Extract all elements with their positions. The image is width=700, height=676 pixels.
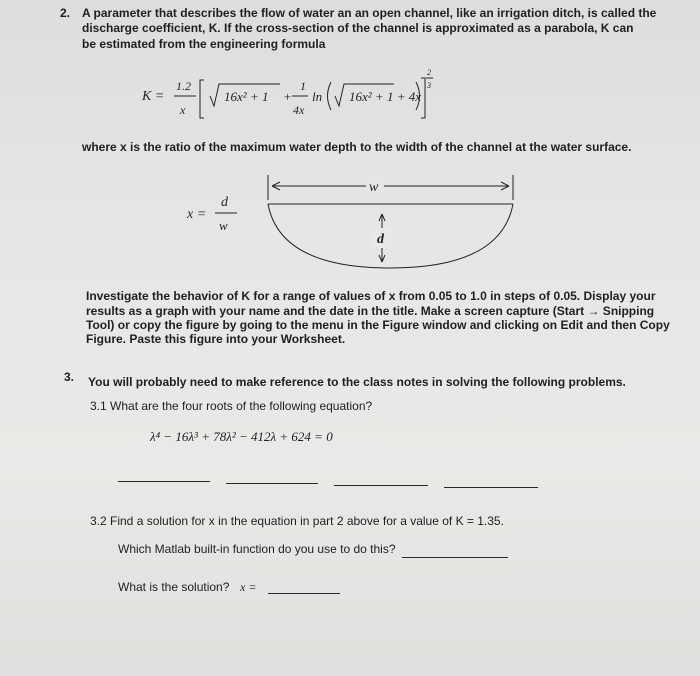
formula-left-paren: [328, 82, 332, 110]
diagram-d-label: d: [377, 232, 384, 247]
problem-3-number: 3.: [64, 370, 75, 384]
matlab-function-question: Which Matlab built-in function do you use to do this?: [118, 542, 396, 556]
ratio-w: w: [219, 218, 228, 233]
channel-diagram: [258, 170, 528, 280]
formula-right-bracket: [421, 78, 425, 118]
question-3-1: 3.1 What are the four roots of the following equation?: [90, 399, 373, 413]
investigate-line-4: Figure. Paste this figure into your Worksheet.: [86, 332, 346, 346]
k-formula: [140, 62, 480, 128]
formula-ln: ln: [312, 89, 323, 104]
investigate-line-2: results as a graph with your name and the date in the title. Make a screen capture (Start → Snipping: [86, 304, 655, 318]
where-text: where x is the ratio of the maximum water depth to the width of the channel at the water surface.: [82, 140, 632, 154]
solution-variable: x =: [240, 580, 257, 594]
investigate-line-1: Investigate the behavior of K for a range of values of x from 0.05 to 1.0 in steps of 0.05. Display your: [86, 289, 656, 303]
question-3-2: 3.2 Find a solution for x in the equation in part 2 above for a value of K = 1.35.: [90, 514, 504, 528]
ratio-x: x =: [187, 207, 207, 222]
solution-blank[interactable]: [268, 593, 340, 594]
root-3-blank[interactable]: [334, 485, 428, 486]
formula-frac-den: x: [180, 103, 186, 117]
ratio-formula: [185, 188, 245, 238]
formula-frac2-den: 4x: [293, 103, 305, 117]
problem-3-intro: You will probably need to make reference to the class notes in solving the following problems.: [88, 375, 626, 389]
formula-lhs: K =: [142, 89, 165, 104]
formula-sqrt1: 16x² + 1: [224, 89, 269, 104]
formula-exp-den: 3: [427, 81, 431, 90]
problem-2-line-1: A parameter that describes the flow of water an an open channel, like an irrigation ditch, is called the: [82, 6, 657, 20]
formula-frac-num: 1.2: [176, 79, 191, 93]
matlab-function-blank[interactable]: [402, 557, 508, 558]
problem-2-line-2: discharge coefficient, K. If the cross-section of the channel is approximated as a parabola, K can: [82, 21, 634, 35]
formula-sqrt2: 16x² + 1 + 4x: [349, 89, 421, 104]
problem-2-number: 2.: [60, 6, 71, 20]
quartic-equation: λ⁴ − 16λ³ + 78λ² − 412λ + 624 = 0: [150, 429, 333, 444]
ratio-d: d: [221, 195, 228, 210]
solution-question: What is the solution?: [118, 580, 230, 594]
investigate-line-3: Tool) or copy the figure by going to the menu in the Figure window and clicking on Edit and then Copy: [86, 318, 670, 332]
root-1-blank[interactable]: [118, 481, 210, 482]
root-2-blank[interactable]: [226, 483, 318, 484]
formula-left-bracket: [200, 80, 204, 118]
formula-exp-num: 2: [427, 68, 431, 77]
root-4-blank[interactable]: [444, 487, 538, 488]
formula-plus: +: [283, 89, 292, 104]
diagram-w-label: w: [369, 180, 379, 195]
problem-2-line-3: be estimated from the engineering formula: [82, 37, 326, 51]
formula-frac2-num: 1: [300, 79, 306, 93]
